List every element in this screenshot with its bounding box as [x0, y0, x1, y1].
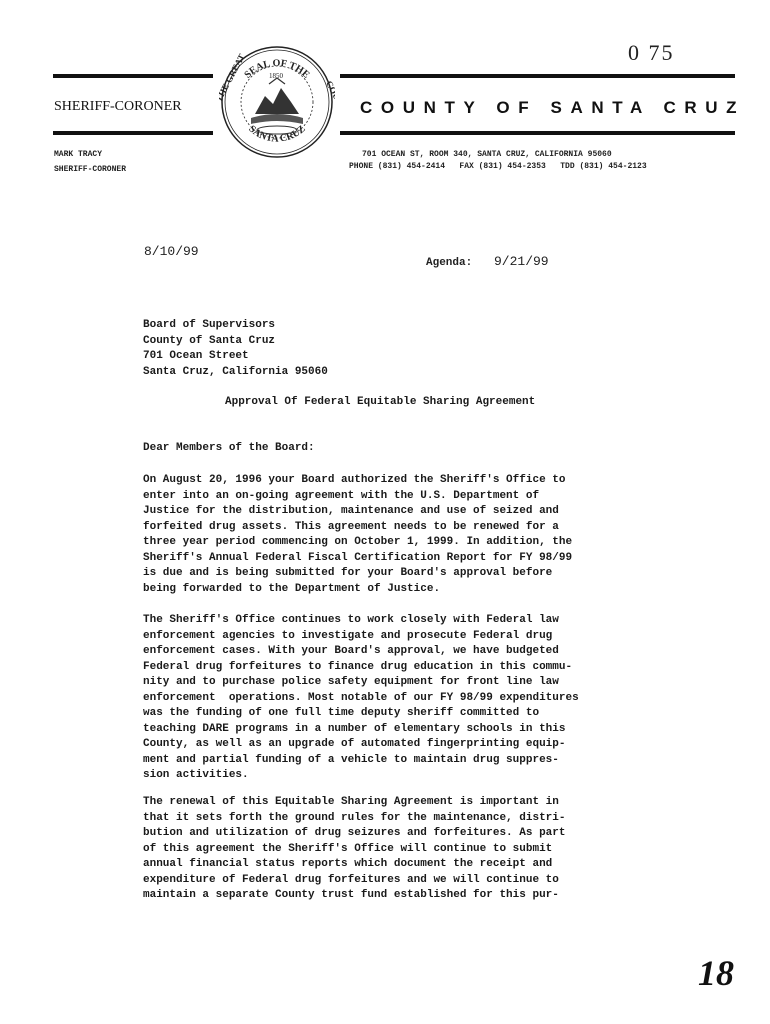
seal-year: 1850 [269, 72, 283, 80]
paragraph-line: forfeited drug assets. This agreement needs to be renewed for a [143, 520, 559, 533]
paragraph-line: enforcement cases. With your Board's approval, we have budgeted [143, 645, 559, 657]
recipient-address [143, 318, 328, 380]
paragraph-line: of this agreement the Sheriff's Office will continue to submit [143, 842, 553, 855]
paragraph-1 [143, 473, 643, 597]
paragraph-line: enforcement agencies to investigate and prosecute Federal drug [143, 629, 553, 642]
paragraph-line: On August 20, 1996 your Board authorized the Sheriff's Office to [143, 474, 566, 486]
recipient-line: Board of Supervisors [143, 319, 276, 331]
paragraph-line: annual financial status reports which document the receipt and [143, 858, 553, 870]
paragraph-line: bution and utilization of drug seizures and forfeitures. As part [143, 827, 566, 839]
paragraph-line: that it sets forth the ground rules for the maintenance, distri- [143, 811, 566, 824]
recipient-line: 701 Ocean Street [143, 350, 249, 362]
paragraph-line: Sheriff's Annual Federal Fiscal Certification Report for FY 98/99 [143, 551, 573, 564]
letter-date: 8/10/99 [144, 244, 199, 259]
corner-page-number: 0 75 [628, 40, 675, 65]
header-rule-left-top [53, 74, 213, 78]
department-name: SHERIFF-CORONER [54, 99, 182, 114]
header-rule-left-bottom [53, 131, 213, 135]
county-seal-logo [219, 44, 335, 160]
paragraph-line: Justice for the distribution, maintenance and use of seized and [143, 505, 559, 517]
recipient-line: County of Santa Cruz [143, 334, 276, 347]
county-title: COUNTY OF SANTA CRUZ [360, 98, 746, 117]
paragraph-line: teaching DARE programs in a number of elementary schools in this [143, 722, 566, 735]
paragraph-line: ment and partial funding of a vehicle to maintain drug suppres- [143, 753, 559, 766]
paragraph-line: expenditure of Federal drug forfeitures and we will continue to [143, 873, 559, 886]
recipient-line: Santa Cruz, California 95060 [143, 365, 328, 378]
paragraph-line: maintain a separate County trust fund established for this pur- [143, 889, 559, 901]
page-number: 18 [698, 953, 734, 993]
office-address: 701 OCEAN ST, ROOM 340, SANTA CRUZ, CALIFORNIA 95060 [362, 150, 612, 159]
paragraph-line: three year period commencing on October 1, 1999. In addition, the [143, 536, 573, 548]
paragraph-line: nity and to purchase police safety equipment for front line law [143, 676, 559, 688]
letter-subject: Approval Of Federal Equitable Sharing Agreement [225, 396, 536, 408]
paragraph-2 [143, 613, 643, 784]
header-rule-right-bottom [340, 131, 735, 135]
header-rule-right-top [340, 74, 735, 78]
paragraph-line: being forwarded to the Department of Justice. [143, 582, 441, 595]
office-phone: PHONE (831) 454-2414 FAX (831) 454-2353 TDD (831) 454-2123 [349, 162, 647, 171]
paragraph-line: enforcement operations. Most notable of our FY 98/99 expenditures [143, 691, 579, 704]
agenda-label: Agenda: [426, 257, 473, 269]
paragraph-line: enter into an on-going agreement with the U.S. Department of [143, 489, 540, 502]
seal-bottom-text: SANTA CRUZ [246, 123, 308, 145]
seal-top-text: SEAL OF THE [242, 57, 312, 81]
paragraph-line: was the funding of one full time deputy sheriff committed to [143, 707, 540, 719]
salutation: Dear Members of the Board: [143, 442, 315, 454]
paragraph-line: County, as well as an upgrade of automated fingerprinting equip- [143, 738, 566, 750]
paragraph-line: is due and is being submitted for your Board's approval before [143, 567, 553, 579]
paragraph-line: The renewal of this Equitable Sharing Agreement is important in [143, 796, 559, 808]
seal-right-text: COUNTY [323, 79, 335, 118]
seal-left-text: THE GREAT [219, 52, 247, 104]
paragraph-3 [143, 795, 643, 904]
paragraph-line: Federal drug forfeitures to finance drug education in this commu- [143, 660, 573, 673]
paragraph-line: sion activities. [143, 769, 249, 781]
official-name: MARK TRACY [54, 150, 103, 159]
agenda-date: 9/21/99 [494, 254, 549, 269]
paragraph-line: The Sheriff's Office continues to work closely with Federal law [143, 614, 559, 626]
official-title: SHERIFF-CORONER [54, 165, 127, 174]
